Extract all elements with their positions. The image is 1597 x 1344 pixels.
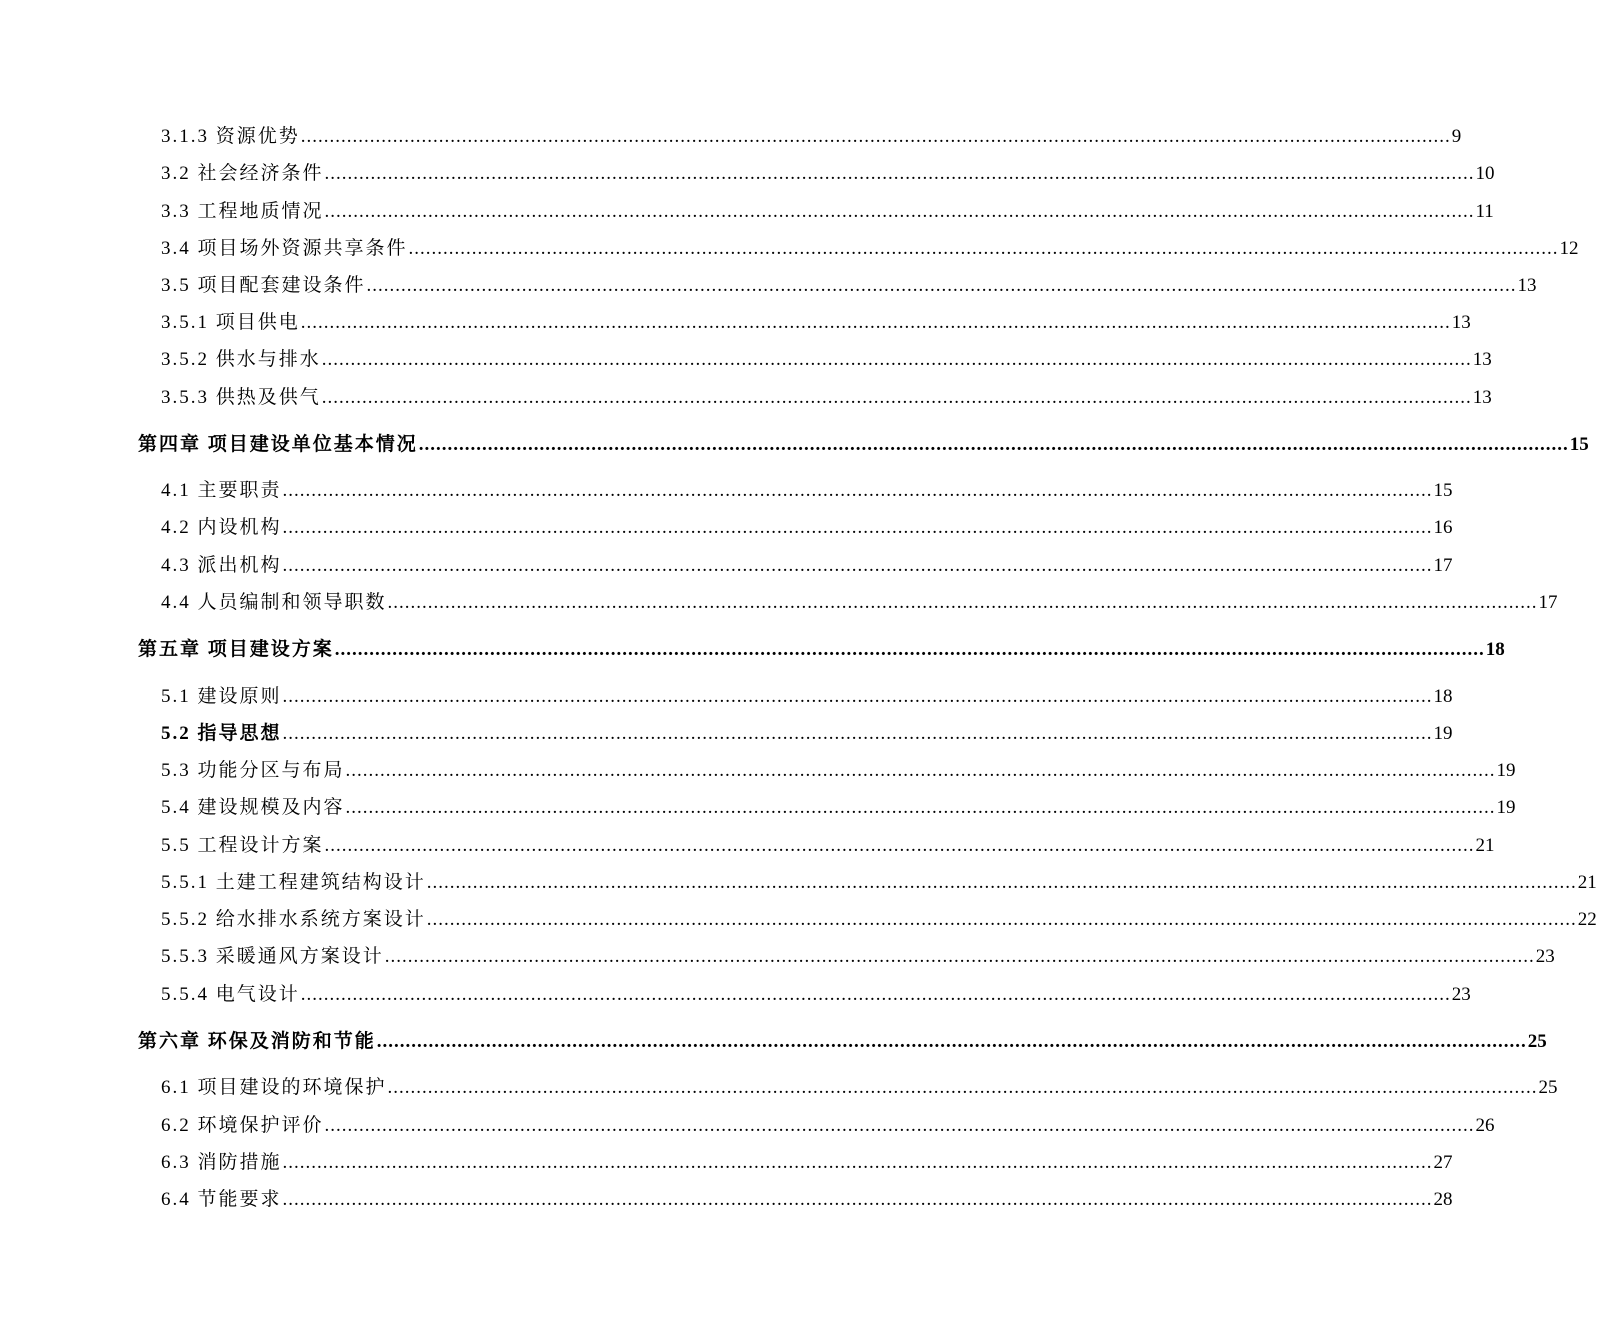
toc-entry[interactable]	[161, 590, 1558, 616]
toc-leader-dots: ........................................................................................................................................................................................................	[366, 275, 1517, 296]
toc-entry-title: 3.3 工程地质情况	[161, 201, 324, 222]
toc-leader-dots: ........................................................................................................................................................................................................	[418, 434, 1569, 455]
toc-entry-page: 13	[1517, 275, 1537, 296]
toc-entry-title: 5.5 工程设计方案	[161, 835, 324, 856]
toc-entry-title: 3.5.1 项目供电	[161, 312, 300, 333]
toc-entry-title: 6.3 消防措施	[161, 1152, 282, 1173]
toc-leader-dots: ........................................................................................................................................................................................................	[384, 946, 1535, 967]
toc-entry-page: 27	[1433, 1152, 1453, 1173]
toc-entry[interactable]	[161, 944, 1555, 970]
toc-entry-title: 第四章 项目建设单位基本情况	[138, 434, 418, 455]
toc-entry-page: 15	[1433, 480, 1453, 501]
toc-entry[interactable]	[161, 870, 1597, 896]
toc-entry-page: 25	[1527, 1031, 1547, 1052]
toc-entry[interactable]	[161, 515, 1453, 541]
toc-entry[interactable]	[161, 982, 1471, 1008]
toc-leader-dots: ........................................................................................................................................................................................................	[300, 126, 1451, 147]
toc-leader-dots: ........................................................................................................................................................................................................	[300, 984, 1451, 1005]
toc-leader-dots: ........................................................................................................................................................................................................	[324, 201, 1475, 222]
toc-entry-title: 3.4 项目场外资源共享条件	[161, 238, 408, 259]
toc-leader-dots: ........................................................................................................................................................................................................	[282, 480, 1433, 501]
toc-entry-page: 19	[1496, 760, 1516, 781]
toc-entry[interactable]	[161, 907, 1597, 933]
toc-entry-title: 6.2 环境保护评价	[161, 1115, 324, 1136]
toc-leader-dots: ........................................................................................................................................................................................................	[282, 555, 1433, 576]
toc-entry-page: 23	[1535, 946, 1555, 967]
toc-entry-page: 13	[1451, 312, 1471, 333]
toc-leader-dots: ........................................................................................................................................................................................................	[426, 872, 1577, 893]
toc-chapter-entry[interactable]	[138, 637, 1505, 663]
toc-leader-dots: ........................................................................................................................................................................................................	[282, 1189, 1433, 1210]
toc-leader-dots: ........................................................................................................................................................................................................	[282, 517, 1433, 538]
toc-entry-page: 25	[1538, 1077, 1558, 1098]
toc-entry-title: 3.5.2 供水与排水	[161, 349, 321, 370]
toc-entry[interactable]	[161, 1150, 1453, 1176]
toc-entry-page: 22	[1577, 909, 1597, 930]
toc-leader-dots: ........................................................................................................................................................................................................	[387, 1077, 1538, 1098]
toc-entry[interactable]	[161, 721, 1453, 747]
toc-entry[interactable]	[161, 1113, 1495, 1139]
toc-entry[interactable]	[161, 273, 1537, 299]
toc-leader-dots: ........................................................................................................................................................................................................	[321, 349, 1472, 370]
toc-entry-page: 11	[1475, 201, 1494, 222]
toc-entry-title: 3.2 社会经济条件	[161, 163, 324, 184]
toc-entry[interactable]	[161, 310, 1471, 336]
toc-entry-page: 17	[1538, 592, 1558, 613]
toc-entry[interactable]	[161, 758, 1516, 784]
toc-entry-page: 13	[1472, 387, 1492, 408]
toc-entry[interactable]	[161, 553, 1453, 579]
toc-entry-page: 28	[1433, 1189, 1453, 1210]
toc-entry[interactable]	[161, 385, 1492, 411]
toc-entry-title: 5.2 指导思想	[161, 723, 282, 744]
toc-leader-dots: ........................................................................................................................................................................................................	[345, 760, 1496, 781]
toc-entry-title: 6.4 节能要求	[161, 1189, 282, 1210]
toc-entry-page: 18	[1485, 639, 1505, 660]
toc-leader-dots: ........................................................................................................................................................................................................	[324, 1115, 1475, 1136]
toc-entry[interactable]	[161, 684, 1453, 710]
toc-entry-page: 23	[1451, 984, 1471, 1005]
toc-entry-title: 第六章 环保及消防和节能	[138, 1031, 376, 1052]
toc-entry-title: 6.1 项目建设的环境保护	[161, 1077, 387, 1098]
toc-entry-title: 4.3 派出机构	[161, 555, 282, 576]
toc-entry[interactable]	[161, 478, 1453, 504]
toc-leader-dots: ........................................................................................................................................................................................................	[324, 835, 1475, 856]
toc-entry-page: 12	[1559, 238, 1579, 259]
toc-entry[interactable]	[161, 795, 1516, 821]
toc-entry-page: 10	[1475, 163, 1495, 184]
toc-entry[interactable]	[161, 1075, 1558, 1101]
toc-entry[interactable]	[161, 347, 1492, 373]
toc-entry[interactable]	[161, 161, 1495, 187]
toc-entry-page: 19	[1496, 797, 1516, 818]
toc-leader-dots: ........................................................................................................................................................................................................	[324, 163, 1475, 184]
toc-leader-dots: ........................................................................................................................................................................................................	[300, 312, 1451, 333]
toc-leader-dots: ........................................................................................................................................................................................................	[282, 723, 1433, 744]
toc-entry[interactable]	[161, 124, 1462, 150]
toc-entry-page: 18	[1433, 686, 1453, 707]
toc-entry-title: 5.4 建设规模及内容	[161, 797, 345, 818]
toc-chapter-entry[interactable]	[138, 432, 1589, 458]
toc-entry-title: 5.3 功能分区与布局	[161, 760, 345, 781]
toc-chapter-entry[interactable]	[138, 1029, 1547, 1055]
toc-entry-title: 5.5.3 采暖通风方案设计	[161, 946, 384, 967]
toc-entry-title: 4.2 内设机构	[161, 517, 282, 538]
toc-entry-title: 4.4 人员编制和领导职数	[161, 592, 387, 613]
toc-leader-dots: ........................................................................................................................................................................................................	[408, 238, 1559, 259]
toc-entry-page: 13	[1472, 349, 1492, 370]
toc-entry-page: 21	[1475, 835, 1495, 856]
toc-entry-page: 17	[1433, 555, 1453, 576]
toc-entry-page: 26	[1475, 1115, 1495, 1136]
toc-entry-title: 5.5.2 给水排水系统方案设计	[161, 909, 426, 930]
toc-entry-title: 5.5.1 土建工程建筑结构设计	[161, 872, 426, 893]
toc-leader-dots: ........................................................................................................................................................................................................	[282, 1152, 1433, 1173]
toc-entry-title: 5.1 建设原则	[161, 686, 282, 707]
toc-entry-title: 3.5 项目配套建设条件	[161, 275, 366, 296]
toc-entry-page: 19	[1433, 723, 1453, 744]
toc-entry-title: 5.5.4 电气设计	[161, 984, 300, 1005]
toc-entry-page: 15	[1569, 434, 1589, 455]
toc-leader-dots: ........................................................................................................................................................................................................	[345, 797, 1496, 818]
toc-leader-dots: ........................................................................................................................................................................................................	[321, 387, 1472, 408]
toc-leader-dots: ........................................................................................................................................................................................................	[282, 686, 1433, 707]
toc-entry-title: 4.1 主要职责	[161, 480, 282, 501]
toc-leader-dots: ........................................................................................................................................................................................................	[387, 592, 1538, 613]
toc-entry[interactable]	[161, 1187, 1453, 1213]
toc-entry[interactable]	[161, 833, 1495, 859]
toc-leader-dots: ........................................................................................................................................................................................................	[334, 639, 1485, 660]
toc-entry-page: 21	[1577, 872, 1597, 893]
toc-entry-title: 3.5.3 供热及供气	[161, 387, 321, 408]
toc-entry-page: 9	[1451, 126, 1462, 147]
toc-entry-title: 3.1.3 资源优势	[161, 126, 300, 147]
toc-entry-page: 16	[1433, 517, 1453, 538]
toc-entry[interactable]	[161, 199, 1494, 225]
toc-entry-title: 第五章 项目建设方案	[138, 639, 334, 660]
toc-leader-dots: ........................................................................................................................................................................................................	[426, 909, 1577, 930]
toc-leader-dots: ........................................................................................................................................................................................................	[376, 1031, 1527, 1052]
toc-entry[interactable]	[161, 236, 1579, 262]
